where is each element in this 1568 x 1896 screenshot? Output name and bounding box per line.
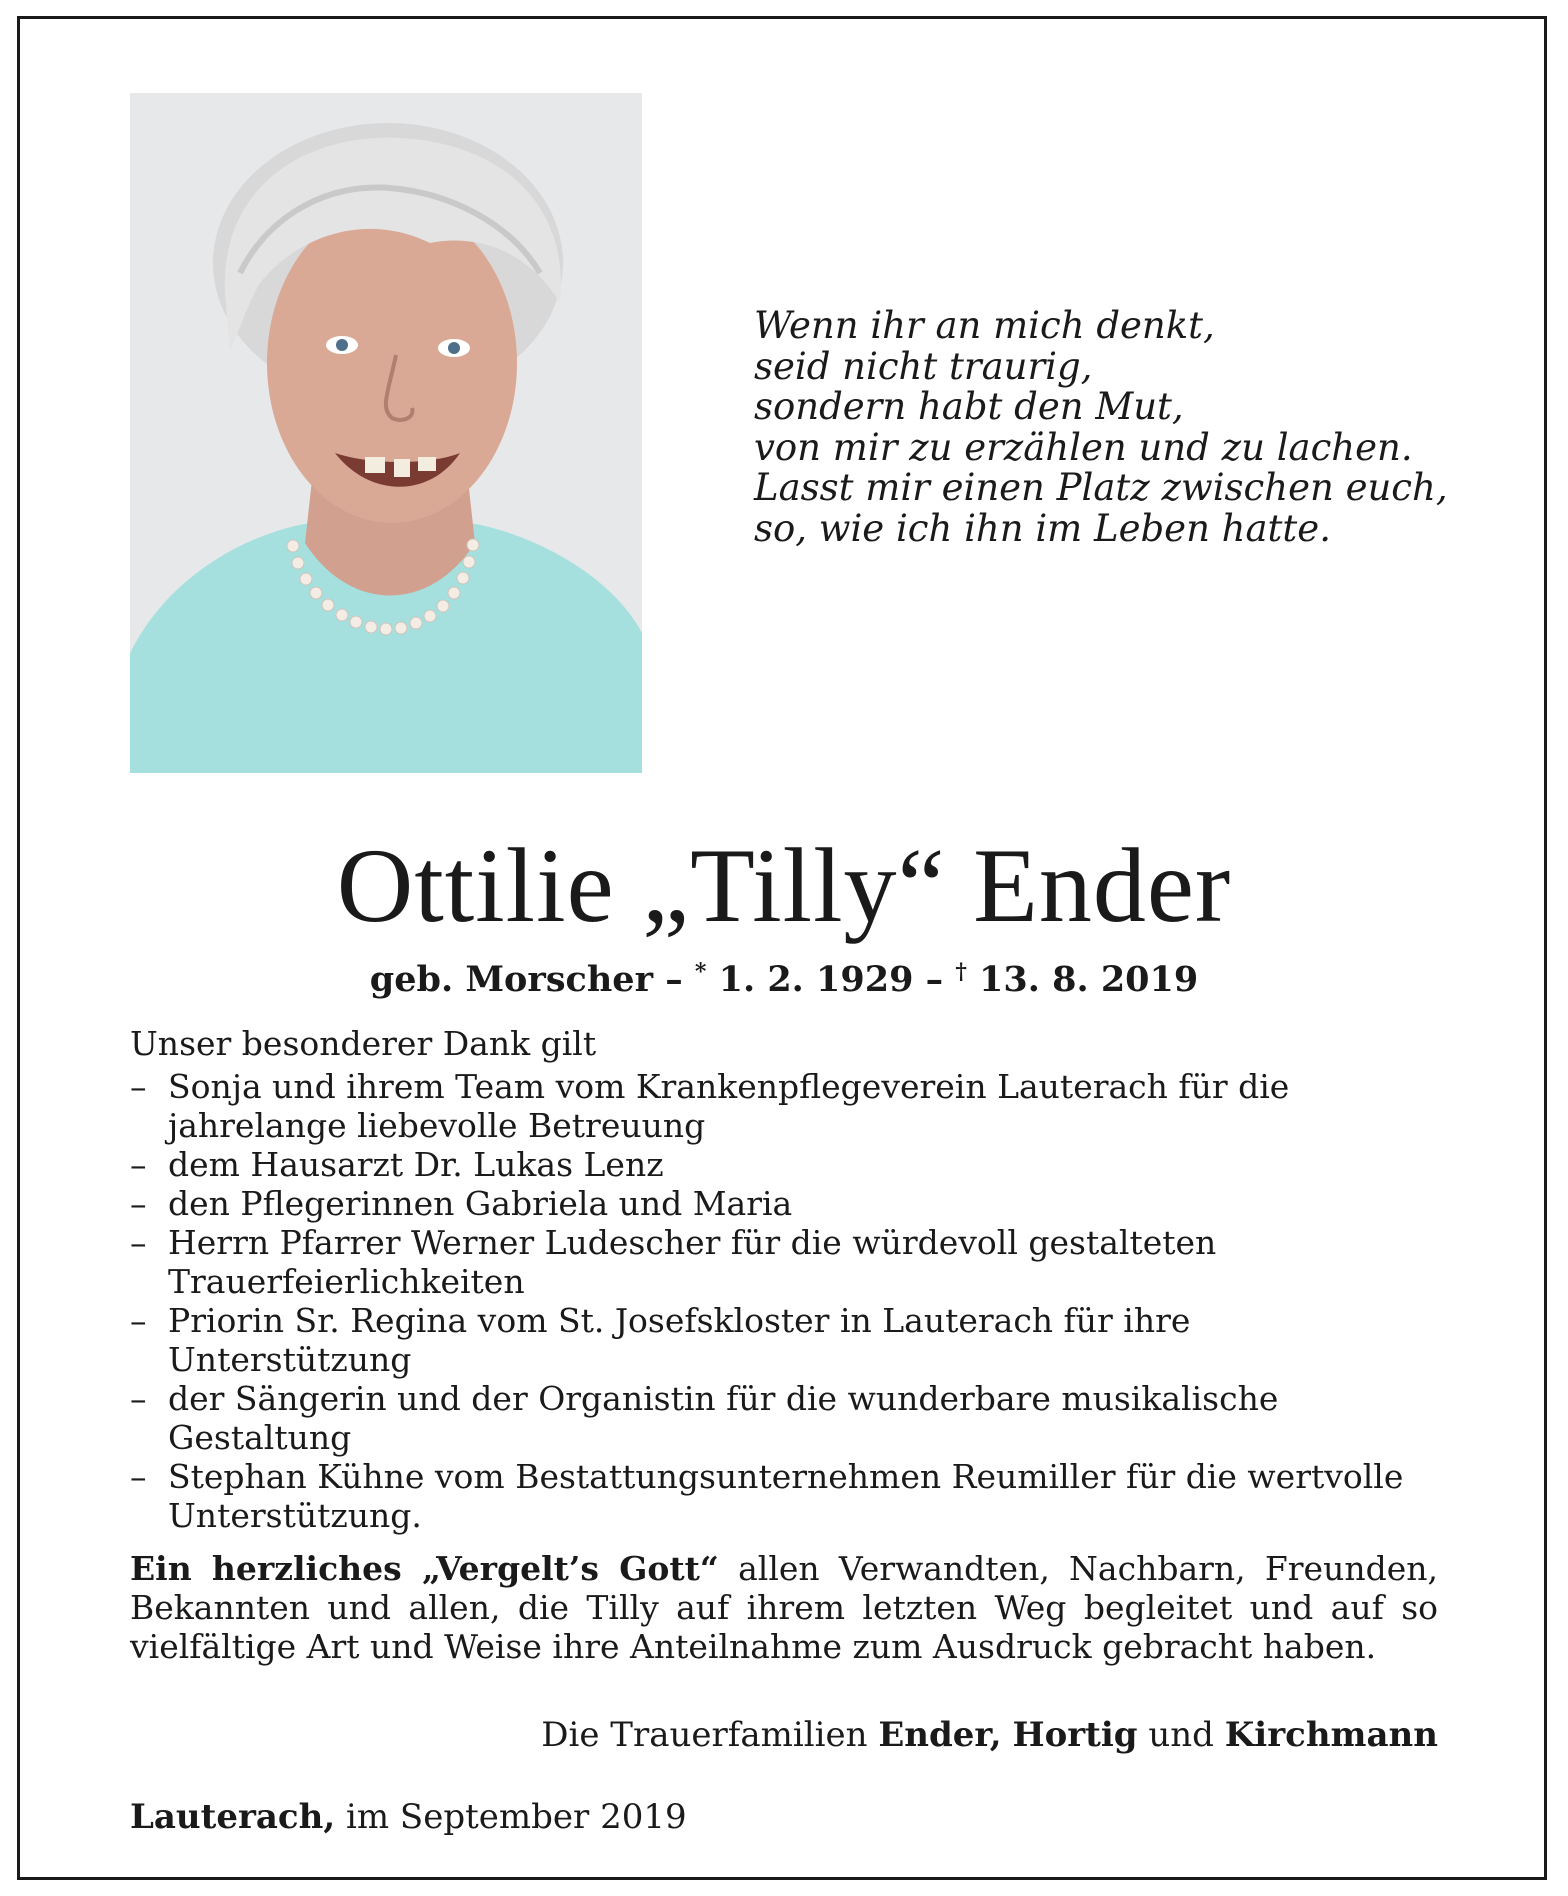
deceased-name: Ottilie „Tilly“ Ender [336, 827, 1232, 944]
list-item [130, 1145, 1438, 1184]
poem-line: sondern habt den Mut, [754, 385, 1184, 428]
thanks-list [130, 1067, 1438, 1535]
closing-text: allen Verwandten, Nachbarn, Freunden, Bekannten und allen, die Tilly auf ihrem letzten Weg begleitet und auf so vielfältige Art und Weise ihre Anteilnahme zum Ausdruck gebracht haben. [130, 1549, 1438, 1666]
thanks-section [130, 1024, 1438, 1666]
place-date [130, 1796, 687, 1838]
list-item [130, 1301, 1438, 1379]
poem-line: von mir zu erzählen und zu lachen. [754, 425, 1413, 469]
death-date: 13. 8. 2019 [966, 959, 1199, 1000]
list-item-text: Herrn Pfarrer Werner Ludescher für die würdevoll gestalteten Trauerfeierlichkeiten [168, 1223, 1217, 1301]
portrait-photo [130, 93, 642, 773]
list-item-text: dem Hausarzt Dr. Lukas Lenz [168, 1145, 664, 1184]
place-city: Lauterach, [130, 1797, 336, 1837]
poem-line: so, wie ich ihn im Leben hatte. [754, 506, 1331, 550]
birth-date: 1. 2. 1929 [706, 959, 914, 1000]
list-dash: – [130, 1184, 147, 1223]
list-dash: – [130, 1379, 147, 1418]
family-name: Ender, [878, 1715, 1002, 1755]
poem-line: Wenn ihr an mich denkt, [754, 304, 1215, 347]
list-item-text: den Pflegerinnen Gabriela und Maria [168, 1184, 793, 1223]
list-dash: – [130, 1145, 147, 1184]
list-item-text: Stephan Kühne vom Bestattungsunternehmen Reumiller für die wertvolle Unterstützung. [168, 1457, 1404, 1535]
list-dash: – [130, 1223, 147, 1262]
list-item [130, 1379, 1438, 1457]
list-item [130, 1067, 1438, 1145]
list-item-text: Priorin Sr. Regina vom St. Josefskloster in Lauterach für ihre Unterstützung [168, 1301, 1191, 1379]
list-item [130, 1223, 1438, 1301]
signature-prefix: Die Trauerfamilien [541, 1715, 879, 1755]
date-separator: – [653, 959, 695, 1000]
signature [541, 1714, 1438, 1756]
family-name: Kirchmann [1224, 1715, 1438, 1755]
birth-symbol: * [694, 959, 707, 985]
family-name: Hortig [1012, 1715, 1138, 1755]
thanks-intro: Unser besonderer Dank gilt [130, 1024, 597, 1063]
list-item-text: Sonja und ihrem Team vom Krankenpflegeverein Lauterach für die jahrelange liebevolle Betreuung [168, 1067, 1290, 1145]
place-month: im September 2019 [335, 1797, 687, 1837]
poem-line: seid nicht traurig, [754, 344, 1093, 388]
list-item [130, 1457, 1438, 1535]
list-dash: – [130, 1067, 147, 1106]
list-dash: – [130, 1301, 147, 1340]
date-separator: – [913, 959, 956, 1000]
closing-bold: Ein herzliches „Vergelt’s Gott“ [130, 1549, 719, 1588]
maiden-name: geb. Morscher [369, 959, 654, 1000]
life-dates [0, 950, 1568, 1002]
death-symbol: † [955, 959, 967, 985]
portrait-illustration [130, 93, 642, 773]
list-dash: – [130, 1457, 147, 1496]
poem-line: Lasst mir einen Platz zwischen euch, [754, 466, 1448, 509]
signature-conjunction: und [1137, 1715, 1225, 1755]
list-item [130, 1184, 1438, 1223]
memorial-poem [754, 306, 1454, 549]
list-item-text: der Sängerin und der Organistin für die wunderbare musikalische Gestaltung [168, 1379, 1279, 1457]
closing-paragraph [130, 1549, 1438, 1666]
